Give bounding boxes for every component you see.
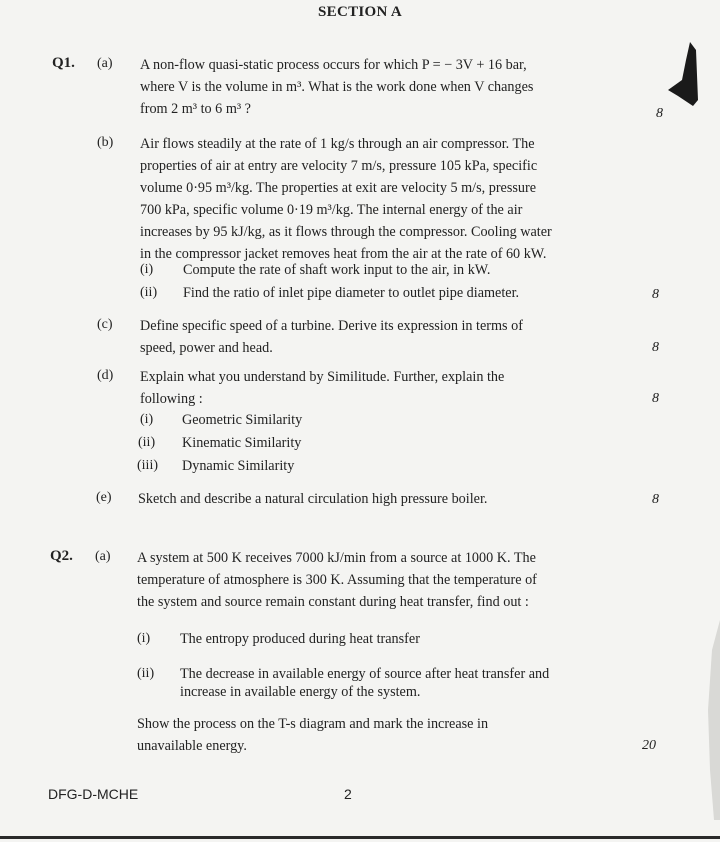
q2-a-sub-ii-line-2: increase in available energy of the system. <box>180 684 421 700</box>
q1-b-sub-i-label: (i) <box>140 262 154 277</box>
q2-a-line-1: A system at 500 K receives 7000 kJ/min from a source at 1000 K. The <box>137 550 536 566</box>
q1-e-text <box>138 488 628 510</box>
q1-e-marks: 8 <box>652 492 659 507</box>
q1-b-line-3: volume 0·95 m³/kg. The properties at exit are velocity 5 m/s, pressure <box>140 180 537 196</box>
scan-edge-shadow <box>700 620 720 820</box>
page-bottom-rule <box>0 836 720 839</box>
q1-c-label: (c) <box>97 317 113 332</box>
q1-b-sub-i-text: Compute the rate of shaft work input to the air, in kW. <box>183 262 491 278</box>
q1-b-line-5: increases by 95 kJ/kg, as it flows through the compressor. Cooling water <box>140 224 552 240</box>
q1-c-text <box>140 315 630 359</box>
q1-b-line-2: properties of air at entry are velocity 7 m/s, pressure 105 kPa, specific <box>140 158 538 174</box>
q2-a-text <box>137 547 630 613</box>
q2-a-closing-line-1: Show the process on the T-s diagram and mark the increase in <box>137 716 489 732</box>
q1-d-sub-iii-text: Dynamic Similarity <box>182 458 295 474</box>
question-number-q2: Q2. <box>50 548 73 564</box>
q1-b-label: (b) <box>97 135 114 150</box>
q2-a-sub-ii-text <box>180 665 549 701</box>
q1-d-marks: 8 <box>652 391 659 406</box>
q1-a-line-3: from 2 m³ to 6 m³ ? <box>140 101 251 117</box>
q2-a-closing <box>137 713 629 757</box>
q2-a-sub-i-line-1: The entropy produced during heat transfer <box>180 631 420 647</box>
q1-d-label: (d) <box>97 368 114 383</box>
paper-code: DFG-D-MCHE <box>48 786 139 802</box>
q1-d-line-1: Explain what you understand by Similitude. Further, explain the <box>140 369 505 385</box>
q2-a-line-2: temperature of atmosphere is 300 K. Assuming that the temperature of <box>137 572 537 588</box>
q1-b-sub-ii-text: Find the ratio of inlet pipe diameter to outlet pipe diameter. <box>183 285 520 301</box>
q1-c-marks: 8 <box>652 340 659 355</box>
q1-d-text <box>140 366 630 410</box>
q1-d-line-2: following : <box>140 391 203 407</box>
q2-a-marks: 20 <box>642 738 656 753</box>
q1-a-marks: 8 <box>656 106 663 121</box>
section-title: SECTION A <box>318 4 402 20</box>
q1-d-sub-iii-label: (iii) <box>137 458 158 473</box>
q1-d-sub-ii-label: (ii) <box>138 435 156 450</box>
question-number-q1: Q1. <box>52 55 75 71</box>
q2-a-line-3: the system and source remain constant during heat transfer, find out : <box>137 594 529 610</box>
q2-a-label: (a) <box>95 549 111 564</box>
q1-d-sub-i-text: Geometric Similarity <box>182 412 303 428</box>
page-number: 2 <box>344 786 352 802</box>
q1-e-line-1: Sketch and describe a natural circulation high pressure boiler. <box>138 491 488 507</box>
q2-a-sub-i-label: (i) <box>137 631 151 646</box>
q1-b-sub-ii-label: (ii) <box>140 285 158 300</box>
q1-b-marks: 8 <box>652 287 659 302</box>
scan-edge-mark <box>660 40 700 110</box>
q2-a-sub-i-text <box>180 630 420 648</box>
q1-b-line-1: Air flows steadily at the rate of 1 kg/s through an air compressor. The <box>140 136 535 152</box>
q1-d-sub-i-label: (i) <box>140 412 154 427</box>
q1-b-line-6: in the compressor jacket removes heat from the air at the rate of 60 kW. <box>140 246 547 262</box>
q1-a-line-1: A non-flow quasi-static process occurs for which P = − 3V + 16 bar, <box>140 57 527 73</box>
q1-d-sub-ii-text: Kinematic Similarity <box>182 435 302 451</box>
q2-a-sub-ii-line-1: The decrease in available energy of source after heat transfer and <box>180 666 550 682</box>
q1-b-line-4: 700 kPa, specific volume 0·19 m³/kg. The internal energy of the air <box>140 202 523 218</box>
q2-a-closing-line-2: unavailable energy. <box>137 738 247 754</box>
q1-e-label: (e) <box>96 490 112 505</box>
q1-a-line-2: where V is the volume in m³. What is the work done when V changes <box>140 79 534 95</box>
q1-c-line-2: speed, power and head. <box>140 340 273 356</box>
q1-c-line-1: Define specific speed of a turbine. Derive its expression in terms of <box>140 318 523 334</box>
q1-a-label: (a) <box>97 56 113 71</box>
q2-a-sub-ii-label: (ii) <box>137 666 155 681</box>
q1-b-text <box>140 133 632 265</box>
q1-a-text <box>140 54 630 120</box>
